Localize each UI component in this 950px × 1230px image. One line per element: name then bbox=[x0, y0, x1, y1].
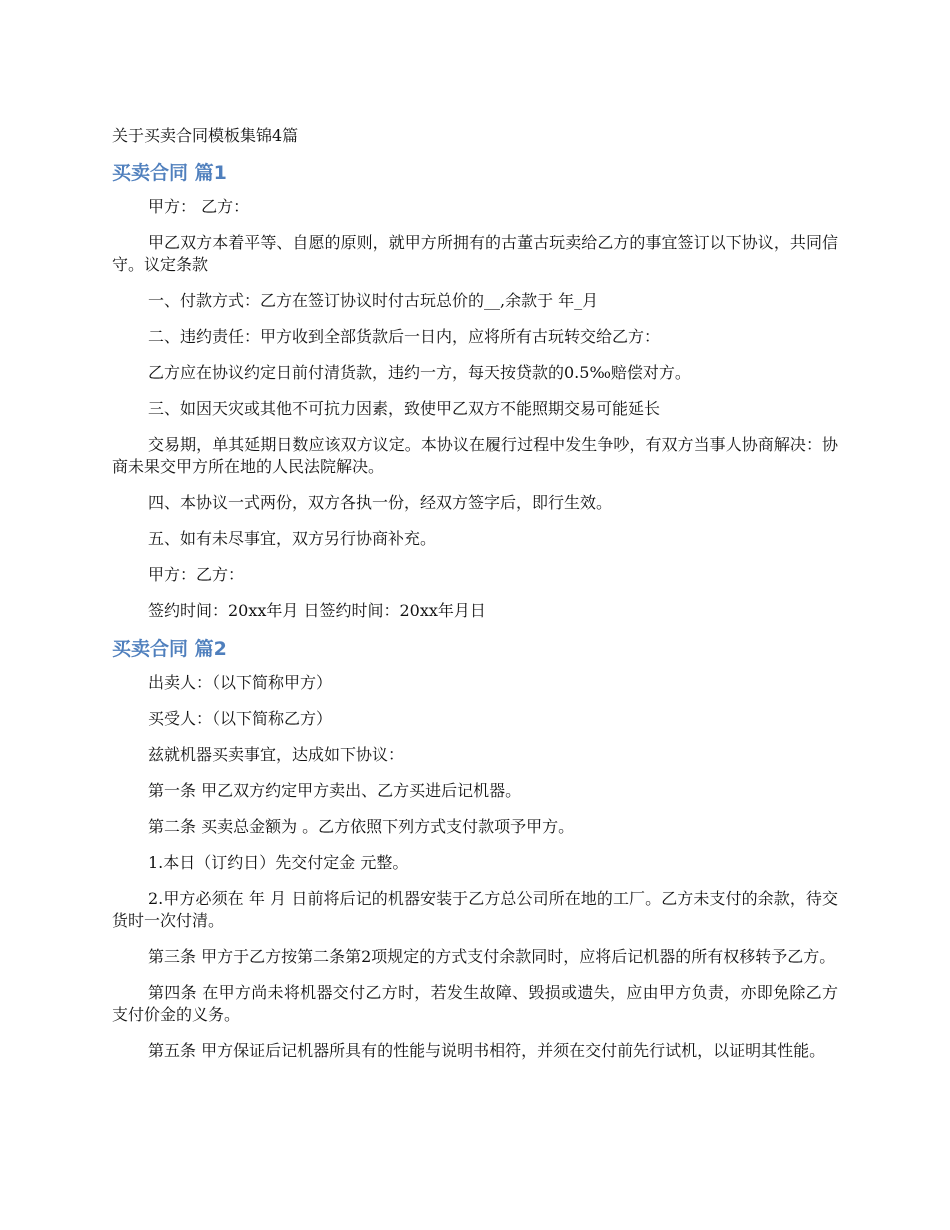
paragraph: 签约时间：20xx年月 日签约时间：20xx年月日 bbox=[148, 601, 486, 620]
section-2 bbox=[112, 636, 838, 1062]
paragraph: 第三条 甲方于乙方按第二条第2项规定的方式支付余款同时，应将后记机器的所有权移转予乙方。 bbox=[148, 947, 836, 966]
paragraph: 五、如有未尽事宜，双方另行协商补充。 bbox=[148, 529, 437, 548]
paragraph: 2.甲方必须在 年 月 日前将后记的机器安装于乙方总公司所在地的工厂。乙方未支付的余款，待交货时一次付清。 bbox=[112, 889, 838, 930]
paragraph: 出卖人：（以下简称甲方） bbox=[148, 673, 333, 692]
paragraph: 四、本协议一式两份，双方各执一份，经双方签字后，即行生效。 bbox=[148, 493, 613, 512]
paragraph: 买受人：（以下简称乙方） bbox=[148, 709, 333, 728]
paragraph: 第四条 在甲方尚未将机器交付乙方时，若发生故障、毁损或遗失，应由甲方负责，亦即免除乙方支付价金的义务。 bbox=[112, 983, 838, 1024]
section-heading: 买卖合同 篇2 bbox=[112, 638, 227, 660]
paragraph: 甲方： 乙方： bbox=[148, 197, 250, 216]
document-title: 关于买卖合同模板集锦4篇 bbox=[112, 126, 299, 145]
paragraph: 甲方：乙方： bbox=[148, 565, 245, 584]
section-1 bbox=[112, 160, 838, 622]
paragraph: 甲乙双方本着平等、自愿的原则，就甲方所拥有的古董古玩卖给乙方的事宜签订以下协议，共同信守。议定条款 bbox=[112, 233, 838, 274]
paragraph: 兹就机器买卖事宜，达成如下协议： bbox=[148, 745, 405, 764]
paragraph: 二、违约责任：甲方收到全部货款后一日内，应将所有古玩转交给乙方： bbox=[148, 327, 661, 346]
paragraph: 第五条 甲方保证后记机器所具有的性能与说明书相符，并须在交付前先行试机，以证明其性能。 bbox=[148, 1041, 826, 1060]
paragraph: 1.本日（订约日）先交付定金 元整。 bbox=[148, 853, 409, 872]
paragraph: 交易期，单其延期日数应该双方议定。本协议在履行过程中发生争吵，有双方当事人协商解决：协商未果交甲方所在地的人民法院解决。 bbox=[112, 435, 838, 476]
paragraph: 乙方应在协议约定日前付清货款，违约一方，每天按贷款的0.5‰赔偿对方。 bbox=[148, 363, 691, 382]
paragraph: 第二条 买卖总金额为 。乙方依照下列方式支付款项予甲方。 bbox=[148, 817, 575, 836]
paragraph: 第一条 甲乙双方约定甲方卖出、乙方买进后记机器。 bbox=[148, 781, 522, 800]
section-heading: 买卖合同 篇1 bbox=[112, 162, 227, 184]
paragraph: 一、付款方式：乙方在签订协议时付古玩总价的__,余款于 年_月 bbox=[148, 291, 599, 310]
paragraph: 三、如因天灾或其他不可抗力因素，致使甲乙双方不能照期交易可能延长 bbox=[148, 399, 661, 418]
